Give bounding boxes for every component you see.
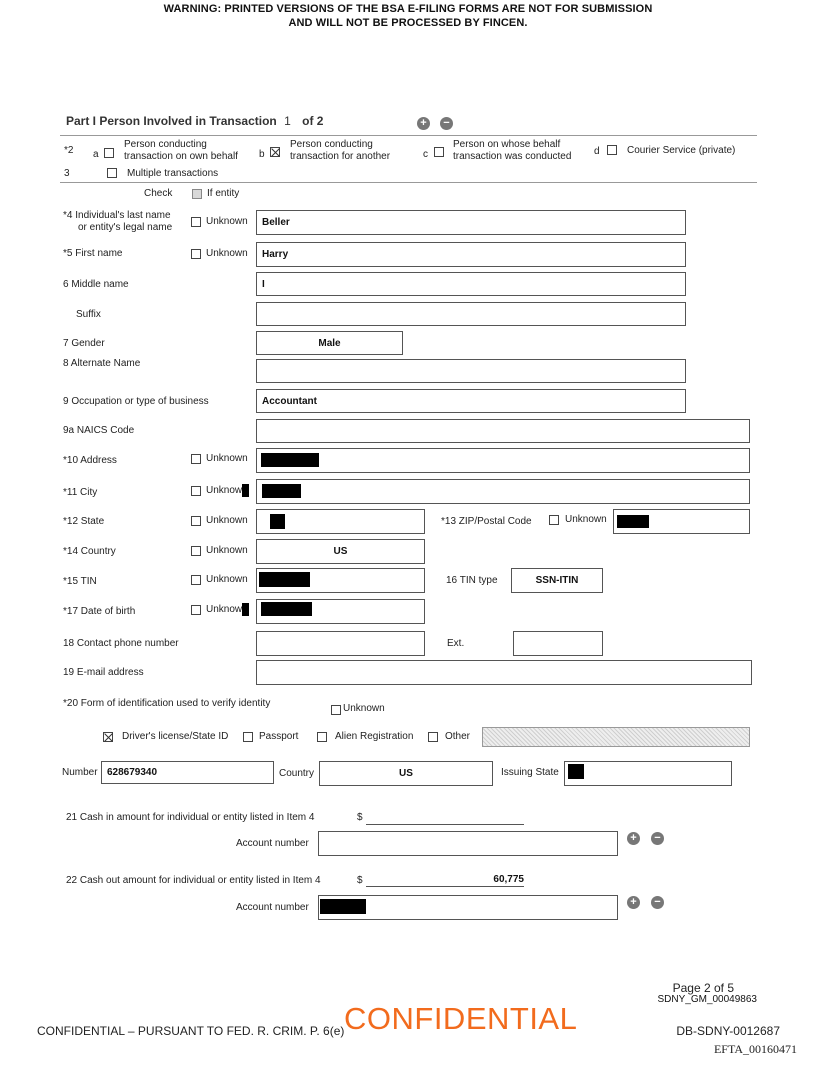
zip-label: *13 ZIP/Postal Code bbox=[441, 516, 532, 527]
bates-number-1: SDNY_GM_00049863 bbox=[657, 994, 757, 1005]
gender-label: 7 Gender bbox=[63, 338, 105, 349]
address-label: *10 Address bbox=[63, 455, 117, 466]
multiple-transactions-label: Multiple transactions bbox=[127, 168, 219, 179]
redaction-block bbox=[320, 899, 366, 914]
last-name-field[interactable]: Beller bbox=[256, 210, 686, 235]
item2b-label-2: transaction for another bbox=[290, 151, 391, 162]
naics-field[interactable] bbox=[256, 419, 750, 443]
add-cash-out-account-button[interactable]: + bbox=[627, 896, 640, 909]
redaction-block bbox=[617, 515, 649, 528]
id-form-label: *20 Form of identification used to verify identity bbox=[63, 698, 271, 709]
passport-checkbox[interactable] bbox=[243, 732, 253, 742]
occupation-label: 9 Occupation or type of business bbox=[63, 396, 209, 407]
redaction-block bbox=[568, 764, 584, 779]
issuing-state-label: Issuing State bbox=[501, 767, 559, 778]
gender-field[interactable]: Male bbox=[256, 331, 403, 355]
bates-number-2: DB-SDNY-0012687 bbox=[676, 1024, 780, 1038]
email-label: 19 E-mail address bbox=[63, 667, 144, 678]
middle-name-field[interactable]: I bbox=[256, 272, 686, 296]
divider bbox=[60, 135, 757, 136]
first-name-label: *5 First name bbox=[63, 248, 123, 259]
id-number-label: Number bbox=[62, 767, 98, 778]
tin-unknown-label: Unknown bbox=[206, 574, 248, 585]
zip-unknown-label: Unknown bbox=[565, 514, 607, 525]
id-unknown-label: Unknown bbox=[343, 703, 385, 714]
redaction-block bbox=[259, 572, 310, 587]
item2d-letter: d bbox=[594, 146, 600, 157]
cash-out-label: 22 Cash out amount for individual or entity listed in Item 4 bbox=[66, 875, 321, 886]
first-name-field[interactable]: Harry bbox=[256, 242, 686, 267]
first-name-unknown-label: Unknown bbox=[206, 248, 248, 259]
state-label: *12 State bbox=[63, 516, 105, 527]
remove-cash-in-account-button[interactable]: − bbox=[651, 832, 664, 845]
last-name-label-2: or entity's legal name bbox=[78, 222, 173, 233]
part-index: 1 bbox=[284, 114, 291, 128]
divider bbox=[60, 182, 757, 183]
address-field[interactable] bbox=[256, 448, 750, 473]
cash-in-account-label: Account number bbox=[236, 838, 309, 849]
tin-unknown-checkbox[interactable] bbox=[191, 575, 201, 585]
alien-registration-label: Alien Registration bbox=[335, 731, 414, 742]
redaction-block bbox=[262, 484, 301, 498]
confidential-stamp: CONFIDENTIAL bbox=[344, 1001, 578, 1036]
country-unknown-label: Unknown bbox=[206, 545, 248, 556]
country-field[interactable]: US bbox=[256, 539, 425, 564]
item2c-checkbox[interactable] bbox=[434, 147, 444, 157]
state-unknown-checkbox[interactable] bbox=[191, 516, 201, 526]
item2c-label-1: Person on whose behalf bbox=[453, 139, 561, 150]
last-name-label-1: *4 Individual's last name bbox=[63, 210, 171, 221]
suffix-label: Suffix bbox=[76, 309, 101, 320]
part-of: of 2 bbox=[302, 114, 324, 128]
passport-label: Passport bbox=[259, 731, 299, 742]
efta-number: EFTA_00160471 bbox=[713, 1042, 797, 1056]
occupation-field[interactable]: Accountant bbox=[256, 389, 686, 413]
page-number: Page 2 of 5 bbox=[672, 981, 734, 995]
tin-type-label: 16 TIN type bbox=[446, 575, 498, 586]
alternate-name-field[interactable] bbox=[256, 359, 686, 383]
remove-cash-out-account-button[interactable]: − bbox=[651, 896, 664, 909]
country-label: *14 Country bbox=[63, 546, 116, 557]
drivers-license-label: Driver's license/State ID bbox=[122, 731, 229, 742]
other-id-field bbox=[482, 727, 750, 747]
remove-part-button[interactable]: − bbox=[440, 117, 453, 130]
redaction-block bbox=[242, 484, 249, 497]
cash-out-amount-field[interactable] bbox=[366, 874, 524, 887]
item2d-checkbox[interactable] bbox=[607, 145, 617, 155]
city-field[interactable] bbox=[256, 479, 750, 504]
cash-in-label: 21 Cash in amount for individual or entity listed in Item 4 bbox=[66, 812, 315, 823]
cash-in-account-field[interactable] bbox=[318, 831, 618, 856]
item2a-label-2: transaction on own behalf bbox=[124, 151, 238, 162]
email-field[interactable] bbox=[256, 660, 752, 685]
naics-label: 9a NAICS Code bbox=[63, 425, 135, 436]
entity-label: If entity bbox=[207, 188, 240, 199]
state-unknown-label: Unknown bbox=[206, 515, 248, 526]
issuing-state-field[interactable] bbox=[564, 761, 732, 786]
id-country-field[interactable]: US bbox=[319, 761, 493, 786]
item2b-letter: b bbox=[259, 149, 265, 160]
item2d-label: Courier Service (private) bbox=[627, 145, 736, 156]
address-unknown-label: Unknown bbox=[206, 453, 248, 464]
item2b-checkbox[interactable] bbox=[270, 147, 280, 157]
address-unknown-checkbox[interactable] bbox=[191, 454, 201, 464]
dob-label: *17 Date of birth bbox=[63, 606, 136, 617]
ext-field[interactable] bbox=[513, 631, 603, 656]
item3-num: 3 bbox=[64, 168, 70, 179]
city-unknown-checkbox[interactable] bbox=[191, 486, 201, 496]
last-name-unknown-label: Unknown bbox=[206, 216, 248, 227]
cash-out-dollar: $ bbox=[357, 875, 363, 886]
item2c-label-2: transaction was conducted bbox=[453, 151, 572, 162]
cash-out-amount: 60,775 bbox=[493, 874, 524, 885]
entity-checkbox[interactable] bbox=[192, 189, 202, 199]
add-part-button[interactable]: + bbox=[417, 117, 430, 130]
middle-name-label: 6 Middle name bbox=[63, 279, 129, 290]
part-title: Part I Person Involved in Transaction 1 of 2 bbox=[66, 114, 324, 128]
country-unknown-checkbox[interactable] bbox=[191, 546, 201, 556]
drivers-license-checkbox[interactable] bbox=[103, 732, 113, 742]
city-unknown-label: Unknow bbox=[206, 485, 243, 496]
redaction-block bbox=[261, 602, 312, 616]
warning-line-1: WARNING: PRINTED VERSIONS OF THE BSA E-FILING FORMS ARE NOT FOR SUBMISSION bbox=[163, 3, 653, 15]
warning-line-2: AND WILL NOT BE PROCESSED BY FINCEN. bbox=[288, 17, 528, 29]
item2a-label-1: Person conducting bbox=[124, 139, 207, 150]
add-cash-in-account-button[interactable]: + bbox=[627, 832, 640, 845]
item2-num: *2 bbox=[64, 145, 74, 156]
id-number-field[interactable]: 628679340 bbox=[101, 761, 274, 784]
city-label: *11 City bbox=[63, 487, 98, 498]
phone-field[interactable] bbox=[256, 631, 425, 656]
dob-unknown-checkbox[interactable] bbox=[191, 605, 201, 615]
phone-label: 18 Contact phone number bbox=[63, 638, 179, 649]
cash-out-account-label: Account number bbox=[236, 902, 309, 913]
item2a-checkbox[interactable] bbox=[104, 148, 114, 158]
cash-in-dollar: $ bbox=[357, 812, 363, 823]
check-label: Check bbox=[144, 188, 173, 199]
item2c-letter: c bbox=[423, 149, 428, 160]
item2a-letter: a bbox=[93, 149, 99, 160]
confidential-notice: CONFIDENTIAL – PURSUANT TO FED. R. CRIM. P. 6(e) bbox=[37, 1024, 345, 1038]
id-country-label: Country bbox=[279, 768, 315, 779]
id-unknown-checkbox[interactable] bbox=[331, 705, 341, 715]
last-name-unknown-checkbox[interactable] bbox=[191, 217, 201, 227]
first-name-unknown-checkbox[interactable] bbox=[191, 249, 201, 259]
alien-registration-checkbox[interactable] bbox=[317, 732, 327, 742]
cash-in-amount-field[interactable] bbox=[366, 812, 524, 825]
suffix-field[interactable] bbox=[256, 302, 686, 326]
redaction-block bbox=[261, 453, 319, 467]
ext-label: Ext. bbox=[447, 638, 465, 649]
tin-type-field[interactable]: SSN-ITIN bbox=[511, 568, 603, 593]
item2b-label-1: Person conducting bbox=[290, 139, 373, 150]
multiple-transactions-checkbox[interactable] bbox=[107, 168, 117, 178]
redaction-block bbox=[242, 603, 249, 616]
other-id-label: Other bbox=[445, 731, 471, 742]
tin-label: *15 TIN bbox=[63, 576, 97, 587]
zip-unknown-checkbox[interactable] bbox=[549, 515, 559, 525]
redaction-block bbox=[270, 514, 285, 529]
alternate-name-label: 8 Alternate Name bbox=[63, 358, 141, 369]
other-id-checkbox[interactable] bbox=[428, 732, 438, 742]
dob-unknown-label: Unknow bbox=[206, 604, 243, 615]
